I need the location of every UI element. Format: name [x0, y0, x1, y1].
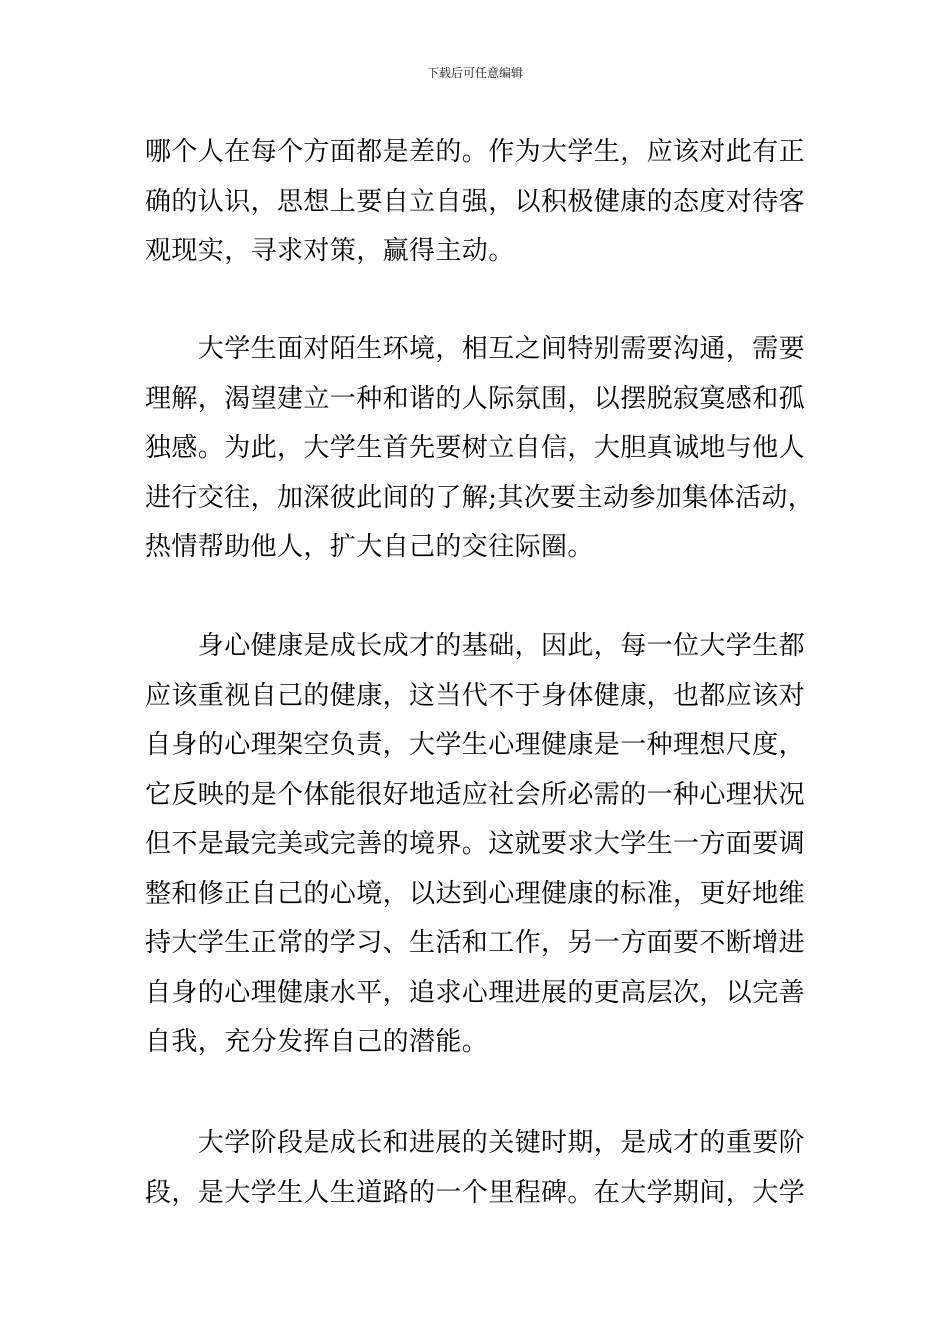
text-line: 大学生面对陌生环境，相互之间特别需要沟通，需要: [145, 334, 806, 364]
text-line: 大学阶段是成长和进展的关键时期，是成才的重要阶: [145, 1128, 806, 1158]
page-header: 下载后可任意编辑: [426, 66, 523, 80]
text-line: 持大学生正常的学习、生活和工作，另一方面要不断增进: [145, 928, 806, 958]
paragraph-4: [145, 1119, 805, 1218]
text-line: 但不是最完美或完善的境界。这就要求大学生一方面要调: [145, 829, 806, 859]
text-line: 应该重视自己的健康，这当代不于身体健康，也都应该对: [145, 680, 806, 711]
text-line: 确的认识，思想上要自立自强，以积极健康的态度对待客: [145, 186, 806, 217]
text-line: 观现实，寻求对策，赢得主动。: [145, 236, 515, 266]
text-line: 自身的心理健康水平，追求心理进展的更高层次，以完善: [145, 977, 806, 1008]
paragraph-3: [145, 622, 805, 1068]
text-line: 它反映的是个体能很好地适应社会所必需的一种心理状况: [145, 779, 806, 810]
text-line: 热情帮助他人，扩大自己的交往际圈。: [145, 532, 594, 562]
paragraph-2: [145, 325, 814, 573]
text-line: 哪个人在每个方面都是差的。作为大学生，应该对此有正: [145, 137, 806, 167]
text-line: 身心健康是成长成才的基础，因此，每一位大学生都: [145, 631, 806, 661]
text-line: 进行交往，加深彼此间的了解;其次要主动参加集体活动，: [145, 482, 815, 513]
text-line: 段，是大学生人生道路的一个里程碑。在大学期间，大学: [145, 1177, 806, 1208]
text-line: 理解，渴望建立一种和谐的人际氛围，以摆脱寂寞感和孤: [145, 383, 806, 414]
text-line: 整和修正自己的心境，以达到心理健康的标准，更好地维: [145, 878, 806, 909]
paragraph-1: [145, 128, 805, 277]
text-line: 自身的心理架空负责，大学生心理健康是一种理想尺度，: [145, 730, 806, 760]
text-line: 自我，充分发挥自己的潜能。: [145, 1027, 489, 1057]
text-line: 独感。为此，大学生首先要树立自信，大胆真诚地与他人: [145, 433, 806, 463]
